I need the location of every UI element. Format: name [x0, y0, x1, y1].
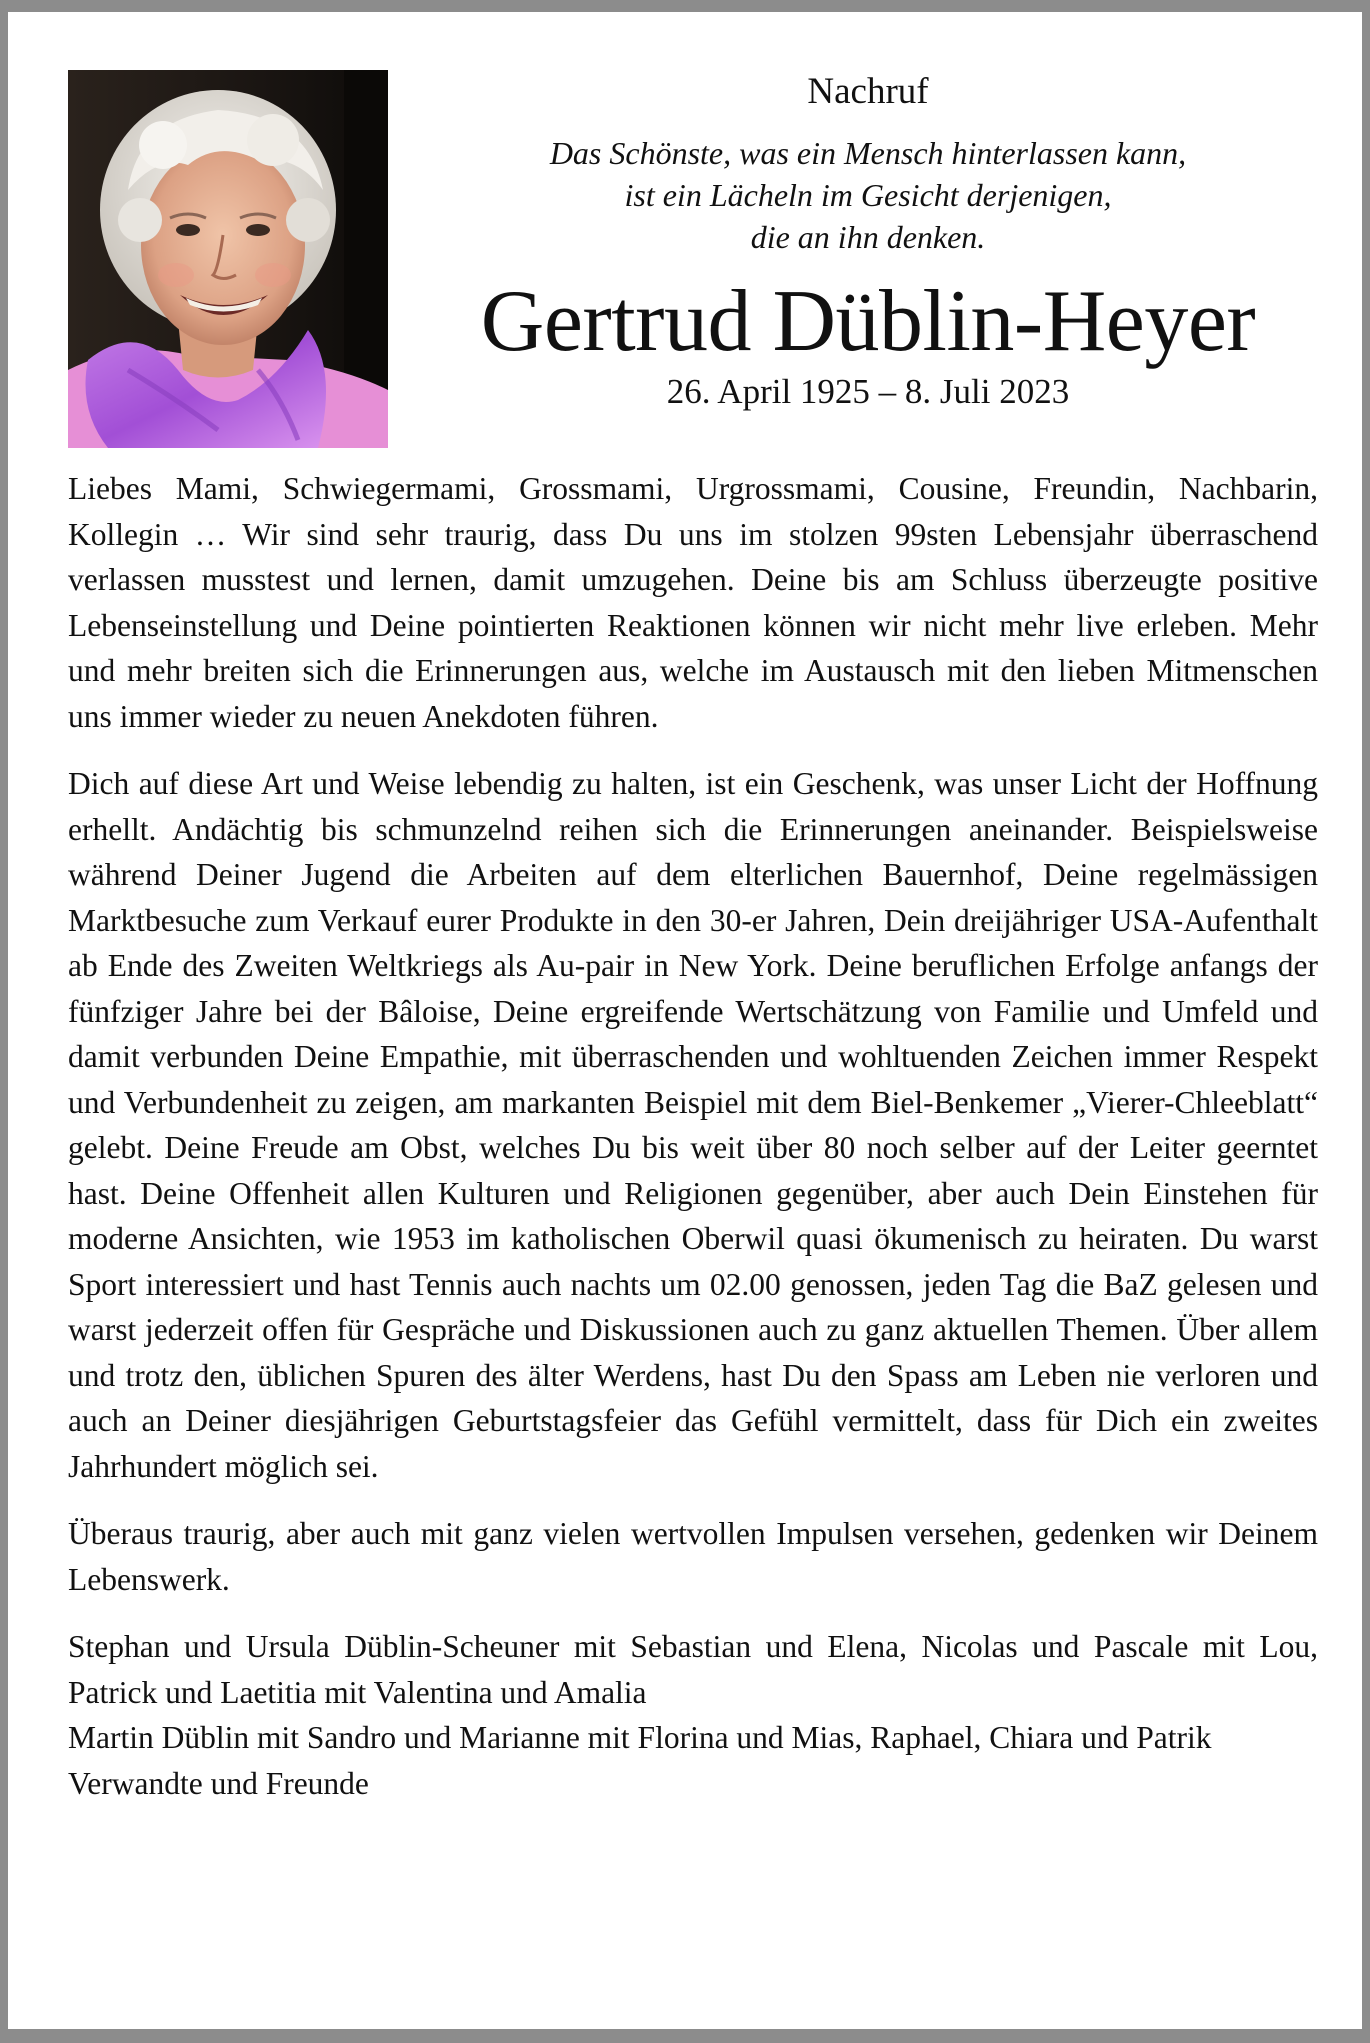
- life-dates: 26. April 1925 – 8. Juli 2023: [666, 372, 1070, 411]
- signatory-line: Martin Düblin mit Sandro und Marianne mit Florina und Mias, Raphael, Chiara und Patrik: [68, 1720, 1212, 1755]
- notice-body: [68, 466, 1318, 1806]
- signatories: [68, 1624, 1318, 1806]
- header-text: [418, 70, 1318, 412]
- body-paragraph: Überaus traurig, aber auch mit ganz vielen wertvollen Impulsen versehen, gedenken wir Deinem Lebenswerk.: [68, 1516, 1318, 1597]
- portrait-photo: [68, 70, 388, 448]
- signatory-line: Stephan und Ursula Düblin-Scheuner mit Sebastian und Elena, Nicolas und Pascale mit Lou, Patrick und Laetitia mit Valentina und Amalia: [68, 1629, 1318, 1710]
- quote-line: ist ein Lächeln im Gesicht derjenigen,: [624, 177, 1112, 213]
- body-paragraph: Dich auf diese Art und Weise lebendig zu halten, ist ein Geschenk, was unser Licht der Hoffnung erhellt. Andächtig bis schmunzelnd reihen sich die Erinnerungen aneinander. Beispielsweise während Deiner Jugend die Arbeiten auf dem elterlichen Bauernhof, Deine regelmässigen Marktbesuche zum Verkauf eurer Produkte in den 30-er Jahren, Dein dreijähriger USA-Aufenthalt ab Ende des Zweiten Weltkriegs als Au-pair in New York. Deine beruflichen Erfolge anfangs der fünfziger Jahre bei der Bâloise, Deine ergreifende Wertschätzung von Familie und Umfeld und damit verbunden Deine Empathie, mit überraschenden und wohltuenden Zeichen immer Respekt und Verbundenheit zu zeigen, am markanten Beispiel mit dem Biel-Benkemer „Vierer-Chleeblatt“ gelebt. Deine Freude am Obst, welches Du bis weit über 80 noch selber auf der Leiter geerntet hast. Deine Offenheit allen Kulturen und Religionen gegenüber, aber auch Dein Einstehen für moderne Ansichten, wie 1953 im katholischen Oberwil quasi ökumenisch zu heiraten. Du warst Sport interessiert und hast Tennis auch nachts um 02.00 genossen, jeden Tag die BaZ gelesen und warst jederzeit offen für Gespräche und Diskussionen auch zu ganz aktuellen Themen. Über allem und trotz den, üblichen Spuren des älter Werdens, hast Du den Spass am Leben nie verloren und auch an Deiner diesjährigen Geburtstagsfeier das Gefühl vermittelt, dass für Dich ein zweites Jahrhundert möglich sei.: [68, 766, 1318, 1484]
- quote-line: die an ihn denken.: [750, 219, 986, 255]
- signatory-line: Verwandte und Freunde: [68, 1765, 369, 1801]
- quote-line: Das Schönste, was ein Mensch hinterlassen kann,: [549, 135, 1187, 171]
- deceased-name: Gertrud Düblin-Heyer: [480, 273, 1256, 370]
- notice-header: [68, 70, 1318, 448]
- obituary-notice: [68, 70, 1318, 1806]
- memorial-quote: [418, 132, 1318, 258]
- notice-kicker: Nachruf: [807, 71, 929, 112]
- body-paragraph: Liebes Mami, Schwiegermami, Grossmami, Urgrossmami, Cousine, Freundin, Nachbarin, Kollegin … Wir sind sehr traurig, dass Du uns im stolzen 99sten Lebensjahr überraschend verlassen musstest und lernen, damit umzugehen. Deine bis am Schluss überzeugte positive Lebenseinstellung und Deine pointierten Reaktionen können wir nicht mehr live erleben. Mehr und mehr breiten sich die Erinnerungen aus, welche im Austausch mit den lieben Mitmenschen uns immer wieder zu neuen Anekdoten führen.: [68, 471, 1318, 734]
